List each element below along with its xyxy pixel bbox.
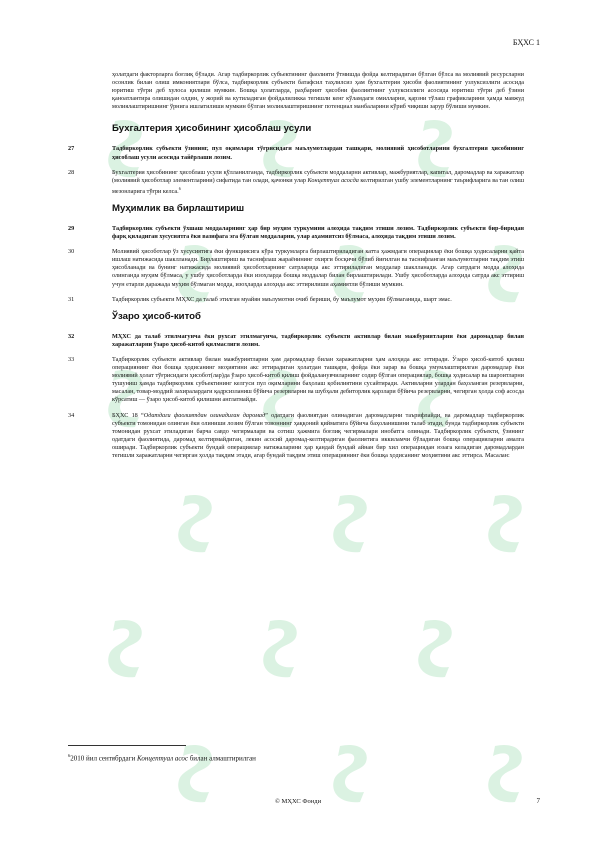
paragraph-text	[112, 296, 524, 304]
watermark-logo-icon	[320, 740, 384, 804]
document-body	[68, 71, 524, 467]
section-heading: Муҳимлик ва бирлаштириш	[112, 203, 245, 214]
paragraph-number: 32	[68, 332, 75, 340]
watermark-logo-icon	[95, 615, 159, 679]
paragraph-emphasis: Одатдаги фаолиятдан олинадиган даромад	[143, 411, 266, 419]
numbered-paragraph	[68, 412, 524, 461]
paragraph-text-body: Молиявий ҳисоботлар ўз хусусиятига ёки функциясига кўра туркумларга бирлаштириладиган катта ҳажмдаги операциялар ёки бошқа ҳодисаларни қайта ишлаш натижасида шаклланади. Бирлаштириш ва таснифлаш жараёнининг охирги босқичи бўлиб йиғилган ва таснифланган маълумотларни тақдим этиш ҳисобланади ва бунинг натижасида молиявий ҳисоботларнинг сатрларида акс эттириладиган моддалар шаклланади. Агар сатрдаги модда алоҳида олинганда муҳим бўлмаса, у ушбу ҳисоботларда ёки изоҳларда бошқа моддалар билан бирлаштирилади. Ушбу ҳисоботларда алоҳида сатрда акс эттириш учун етарли даражада муҳим бўлмаган модда, изоҳларда алоҳида акс эттирилиши аҳамиятли бўлиши мумкин.	[112, 248, 524, 288]
watermark-logo-icon	[405, 615, 469, 679]
watermark-logo-icon	[475, 740, 539, 804]
paragraph-text-body: Тадбиркорлик субъекти МҲХС да талаб этилган муайян маълумотни очиб бериши, бу маълумот муҳим бўлмаганида, шарт эмас.	[112, 295, 452, 303]
paragraph-text	[112, 412, 524, 461]
paragraph-number: 34	[68, 411, 75, 419]
paragraph-text-body: Бухгалтерия ҳисобининг ҳисоблаш усули қўлланилганда, тадбиркорлик субъекти моддаларни активлар, мажбуриятлар, капитал, даромадлар ва харажатлар (молиявий ҳисоботлар элементларини) сифатида тан олади, қачонки улар	[112, 168, 524, 184]
copyright-footer: © МҲХС Фонди	[274, 798, 322, 805]
section-heading: Бухгалтерия ҳисобининг ҳисоблаш усули	[112, 123, 312, 135]
paragraph-number: 33	[68, 355, 75, 363]
paragraph-text-body: МҲХС да талаб этилмагунча ёки рухсат этилмагунча, тадбиркорлик субъекти активлар билан мажбуриятларни ёки даромадлар билан харажатларни ўзаро ҳисоб-китоб қилмаслиги лозим.	[112, 332, 524, 348]
watermark-logo-icon	[165, 490, 229, 554]
footnote-reference: 6	[178, 185, 181, 191]
paragraph-number: 30	[68, 248, 75, 256]
paragraph-number: 27	[68, 145, 75, 153]
watermark-logo-icon	[475, 490, 539, 554]
paragraph-text	[112, 145, 524, 161]
numbered-paragraph	[68, 248, 524, 288]
watermark-logo-icon	[320, 490, 384, 554]
numbered-paragraph	[68, 145, 524, 161]
section-heading: Ўзаро ҳисоб-китоб	[112, 310, 201, 322]
paragraph-continued: ҳолатдаги факторларга боғлиқ бўлади. Агар тадбиркорлик субъектининг фаолияти ўтмишда фойда келтирадиган бўлган бўлса ва молиявий ресурсларни осонлик билан олиш имкониятлари бўлса, тадбиркорлик субъекти батафсил таҳлилсиз ҳам бухгалтерия ҳисоби фаолиятининг узлуксизлиги асосида юритиш тўғри деб хулоса қилиши мумкин. Бошқа ҳолатларда, раҳбарият ҳисобни фаолиятнинг узлуксизлиги асосида юритиш тўғри деб ўзини қаноатлантира олишидан олдин, у жорий ва кутиладиган фойдалиликка тегишли кенг кўламдаги омилларни, қарзни тўлаш графикларини ҳамда мавжуд молиялаштиришнинг ўрнига ишлатилиши мумкин бўлган молиялаштиришнинг потенциал манбаларини кўриб чиқиши зарур бўлиши мумкин.	[112, 71, 524, 111]
footnote-text: 2010 йил сентябрдаги	[70, 754, 137, 763]
paragraph-text	[112, 356, 524, 405]
paragraph-text-tail: келтирилган ушбу элементларнинг таърифларига ва тан олиш мезонларига тўғри келса.	[112, 176, 525, 195]
numbered-paragraph	[68, 333, 524, 349]
paragraph-text	[112, 248, 524, 288]
footnote-rule	[68, 745, 186, 746]
numbered-paragraph	[68, 356, 524, 405]
paragraph-text	[112, 225, 524, 241]
numbered-paragraph	[68, 296, 524, 304]
numbered-paragraph	[68, 169, 524, 196]
paragraph-text	[112, 169, 524, 196]
running-header: БҲХС 1	[512, 38, 540, 47]
paragraph-text	[112, 333, 524, 349]
paragraph-text-lead: БҲХС 18 “	[112, 411, 144, 419]
paragraph-text-body: Тадбиркорлик субъекти активлар билан мажбуриятларни ҳам даромадлар билан харажатларни ҳам алоҳида акс эттиради. Ўзаро ҳисоб-китоб қилиш операциянинг ёки бошқа ҳодисанинг моҳиятини акс эттирадиган ҳолатдан ташқари, фойда ёки зарар ва бошқа умумлаштирилган даромадлар ёки молиявий ҳолат тўғрисидаги ҳисобот(лар)да ўзаро ҳисоб-китоб қилиш фойдаланувчиларнинг содир бўлган операциялар, бошқа ҳодисалар ва шароитларни тушуниш ҳамда тадбиркорлик субъектининг келгуси пул оқимларини баҳолаш қобилиятини сусайтиради. Активларни улардан баҳоланган резервларни, масалан, товар-моддий захиралардаги қадрсизланиш бўйича резервларни ва шубҳали дебиторлик қарзлари бўйича резервларни, чегирган ҳолда соф асосда кўрсатиш — ўзаро ҳисоб-китоб қилишни англатмайди.	[112, 355, 524, 404]
page-number: 7	[536, 797, 540, 805]
paragraph-number: 31	[68, 295, 75, 303]
footnote-mark: 6	[68, 753, 71, 758]
paragraph-emphasis: Концептуал асосда	[307, 176, 359, 184]
paragraph-text-body: ” одатдаги фаолиятдан олинадиган даромадларни таърифлайди, ва даромадлар тадбиркорлик субъекти томонидан олинган ёки олиниши лозим бўлган товоннинг ҳаққоний қийматига бўйича баҳоланишини талаб этади, бунда тадбиркорлик субъекти томонидан рухсат этиладиган барча савдо чегирмалари ва сотиш ҳажмига боғлиқ чегирмалари инобатга олинади. Тадбиркорлик субъекти, ўзининг одатдаги фаолиятида, даромад келтирмайдиган, лекин асосий даромад-келтирадиган фаолиятига иккиламчи бўладиган бошқа операцияларни амалга оширади. Тадбиркорлик субъекти бундай операциялар натижаларини ҳар қандай бундай айнан бир хил операциядан юзага келадиган даромадлардан тегишли харажатларни чегирган ҳолда тақдим этади, агар бундай тақдим этиш операциянинг ёки бошқа ҳодисанинг моҳиятини акс эттирса. Масалан:	[112, 411, 524, 459]
footnote	[68, 751, 256, 763]
numbered-paragraph	[68, 225, 524, 241]
paragraph-text-body: Тадбиркорлик субъекти ўхшаш моддаларнинг ҳар бир муҳим туркумини алоҳида тақдим этиши лозим. Тадбиркорлик субъекти бир-биридан фарқ қиладиган хусусиятга ёки вазифага эга бўлган моддаларни, улар аҳамиятсиз бўлмаса, алоҳида тақдим этиши лозим.	[112, 225, 524, 241]
watermark-logo-icon	[250, 615, 314, 679]
paragraph-number: 29	[68, 225, 75, 232]
watermark-logo-icon	[165, 740, 229, 804]
paragraph-number: 28	[68, 168, 75, 176]
footnote-text-tail: билан алмаштирилган	[187, 754, 256, 763]
footnote-emphasis: Концептуал асос	[136, 754, 188, 763]
paragraph-text-body: Тадбиркорлик субъекти ўзининг, пул оқимлари тўғрисидаги маълумотлардан ташқари, молиявий ҳисоботларини бухгалтерия ҳисобининг ҳисоблаш усули асосида тайёрлаши лозим.	[112, 145, 524, 161]
